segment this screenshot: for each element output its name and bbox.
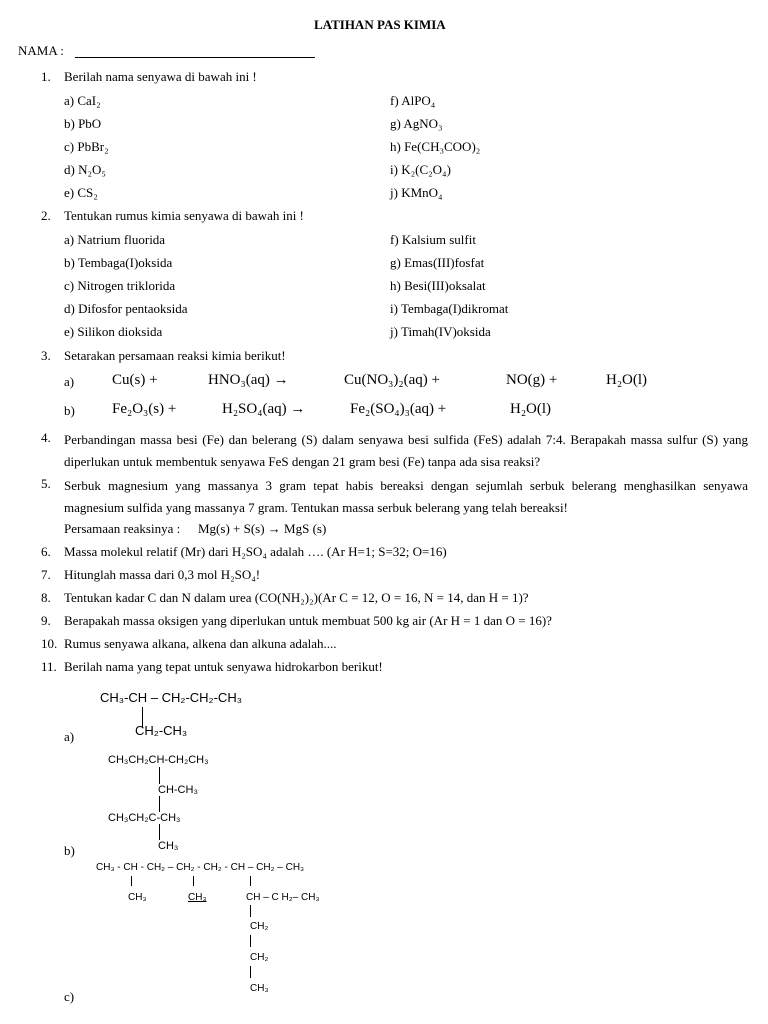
q3-text: Setarakan persamaan reaksi kimia berikut!: [64, 348, 286, 363]
q2-item-f: f) Kalsium sulfit: [390, 232, 476, 247]
q8-number: 8.: [41, 590, 51, 605]
q5-number: 5.: [41, 476, 51, 491]
q1-item-b: b) PbO: [64, 116, 102, 131]
q2-item-b: b) Tembaga(I)oksida: [64, 255, 173, 270]
q11b-line-3: CH₃CH₂C-CH₃: [108, 812, 181, 824]
q9-text: Berapakah massa oksigen yang diperlukan untuk membuat 500 kg air (Ar H = 1 dan O = 16)?: [64, 613, 552, 628]
q11c-branch-5: CH₂: [250, 952, 269, 963]
q3a-term-1: Cu(s) +: [112, 372, 158, 388]
q11c-bond-2: [193, 876, 194, 886]
q6-number: 6.: [41, 544, 51, 559]
q11c-bond-1: [131, 876, 132, 886]
q9-number: 9.: [41, 613, 51, 628]
q11c-branch-6: CH₃: [250, 983, 269, 994]
q11c-bond-3: [250, 876, 251, 886]
q1-item-e: e) CS₂: [64, 185, 98, 200]
q1-item-g: g) AgNO₃: [390, 116, 443, 131]
q11b-label: b): [64, 843, 75, 858]
q5-text: Serbuk magnesium yang massanya 3 gram tepat habis bereaksi dengan sejumlah serbuk belerang menghasilkan senyawa magnesium sulfida yang massanya 7 gram. Tentukan massa serbuk belerang yang telah bereaksi!: [64, 478, 748, 515]
q3b-label: b): [64, 403, 75, 418]
q11-number: 11.: [41, 659, 57, 674]
q11c-branch-4: CH₂: [250, 921, 269, 932]
q1-item-a: a) CaI₂: [64, 93, 101, 108]
q5-equation: Mg(s) + S(s) → MgS (s): [198, 521, 327, 536]
q1-number: 1.: [41, 69, 51, 84]
q2-item-e: e) Silikon dioksida: [64, 324, 163, 339]
page-title: LATIHAN PAS KIMIA: [314, 17, 446, 32]
q2-number: 2.: [41, 208, 51, 223]
q11a-branch: CH₂-CH₃: [135, 723, 188, 738]
q3b-term-3: Fe₂(SO₄)₃(aq) +: [350, 401, 447, 417]
q11a-main-chain: CH₃-CH – CH₂-CH₂-CH₃: [100, 690, 243, 705]
q1-text: Berilah nama senyawa di bawah ini !: [64, 69, 257, 84]
q10-text: Rumus senyawa alkana, alkena dan alkuna adalah....: [64, 636, 337, 651]
q1-item-i: i) K₂(C₂O₄): [390, 162, 451, 177]
q5-equation-label: Persamaan reaksinya :: [64, 521, 181, 536]
q11b-line-2: CH-CH₃: [158, 784, 198, 796]
q11c-bond-4: [250, 905, 251, 917]
q3b-term-1: Fe₂O₃(s) +: [112, 401, 177, 417]
q1-item-j: j) KMnO₄: [390, 185, 443, 200]
q1-item-f: f) AlPO₄: [390, 93, 436, 108]
q2-item-g: g) Emas(III)fosfat: [390, 255, 485, 270]
q3a-label: a): [64, 374, 75, 389]
q11c-branch-2: CH₃: [188, 892, 207, 903]
q1-item-c: c) PbBr₂: [64, 139, 109, 154]
q11c-label: c): [64, 989, 75, 1004]
q2-item-a: a) Natrium fluorida: [64, 232, 166, 247]
q3a-term-2: HNO₃(aq) →: [208, 372, 289, 388]
q11c-bond-6: [250, 966, 251, 978]
q4-number: 4.: [41, 430, 51, 445]
q11b-line-1: CH₃CH₂CH-CH₂CH₃: [108, 754, 209, 766]
nama-label: NAMA :: [18, 43, 64, 58]
q3-number: 3.: [41, 348, 51, 363]
q11b-line-4: CH₃: [158, 840, 179, 852]
q1-item-d: d) N₂O₅: [64, 162, 106, 177]
q3b-term-2: H₂SO₄(aq) →: [222, 401, 306, 417]
q11c-branch-1: CH₃: [128, 892, 147, 903]
q2-item-c: c) Nitrogen triklorida: [64, 278, 176, 293]
q11c-bond-5: [250, 935, 251, 947]
q2-item-i: i) Tembaga(I)dikromat: [390, 301, 509, 316]
q2-item-d: d) Difosfor pentaoksida: [64, 301, 188, 316]
q3b-term-4: H₂O(l): [510, 401, 552, 417]
q3a-term-4: NO(g) +: [506, 372, 558, 388]
q1-item-h: h) Fe(CH₃COO)₂: [390, 139, 481, 154]
q11-text: Berilah nama yang tepat untuk senyawa hidrokarbon berikut!: [64, 659, 383, 674]
q11c-main-chain: CH₃ - CH - CH₂ – CH₂ - CH₂ - CH – CH₂ – CH₃: [96, 862, 305, 873]
q10-number: 10.: [41, 636, 58, 651]
q8-text: Tentukan kadar C dan N dalam urea (CO(NH₂)₂)(Ar C = 12, O = 16, N = 14, dan H = 1)?: [64, 590, 529, 605]
q2-item-j: j) Timah(IV)oksida: [390, 324, 491, 339]
q3a-term-5: H₂O(l): [606, 372, 648, 388]
q11a-label: a): [64, 729, 75, 744]
q4-text: Perbandingan massa besi (Fe) dan belerang (S) dalam senyawa besi sulfida (FeS) adalah 7:4. Berapakah massa sulfur (S) yang diperlukan untuk membentuk senyawa FeS dengan 21 gram besi (Fe) tanpa ada sisa reaksi?: [64, 432, 748, 469]
q7-number: 7.: [41, 567, 51, 582]
q3a-term-3: Cu(NO₃)₂(aq) +: [344, 372, 440, 388]
q2-text: Tentukan rumus kimia senyawa di bawah ini !: [64, 208, 304, 223]
q2-item-h: h) Besi(III)oksalat: [390, 278, 486, 293]
nama-underline: [75, 57, 315, 58]
q11c-branch-3: CH – C H₂– CH₃: [246, 892, 320, 903]
q7-text: Hitunglah massa dari 0,3 mol H₂SO₄!: [64, 567, 261, 582]
q6-text: Massa molekul relatif (Mr) dari H₂SO₄ adalah …. (Ar H=1; S=32; O=16): [64, 544, 447, 559]
